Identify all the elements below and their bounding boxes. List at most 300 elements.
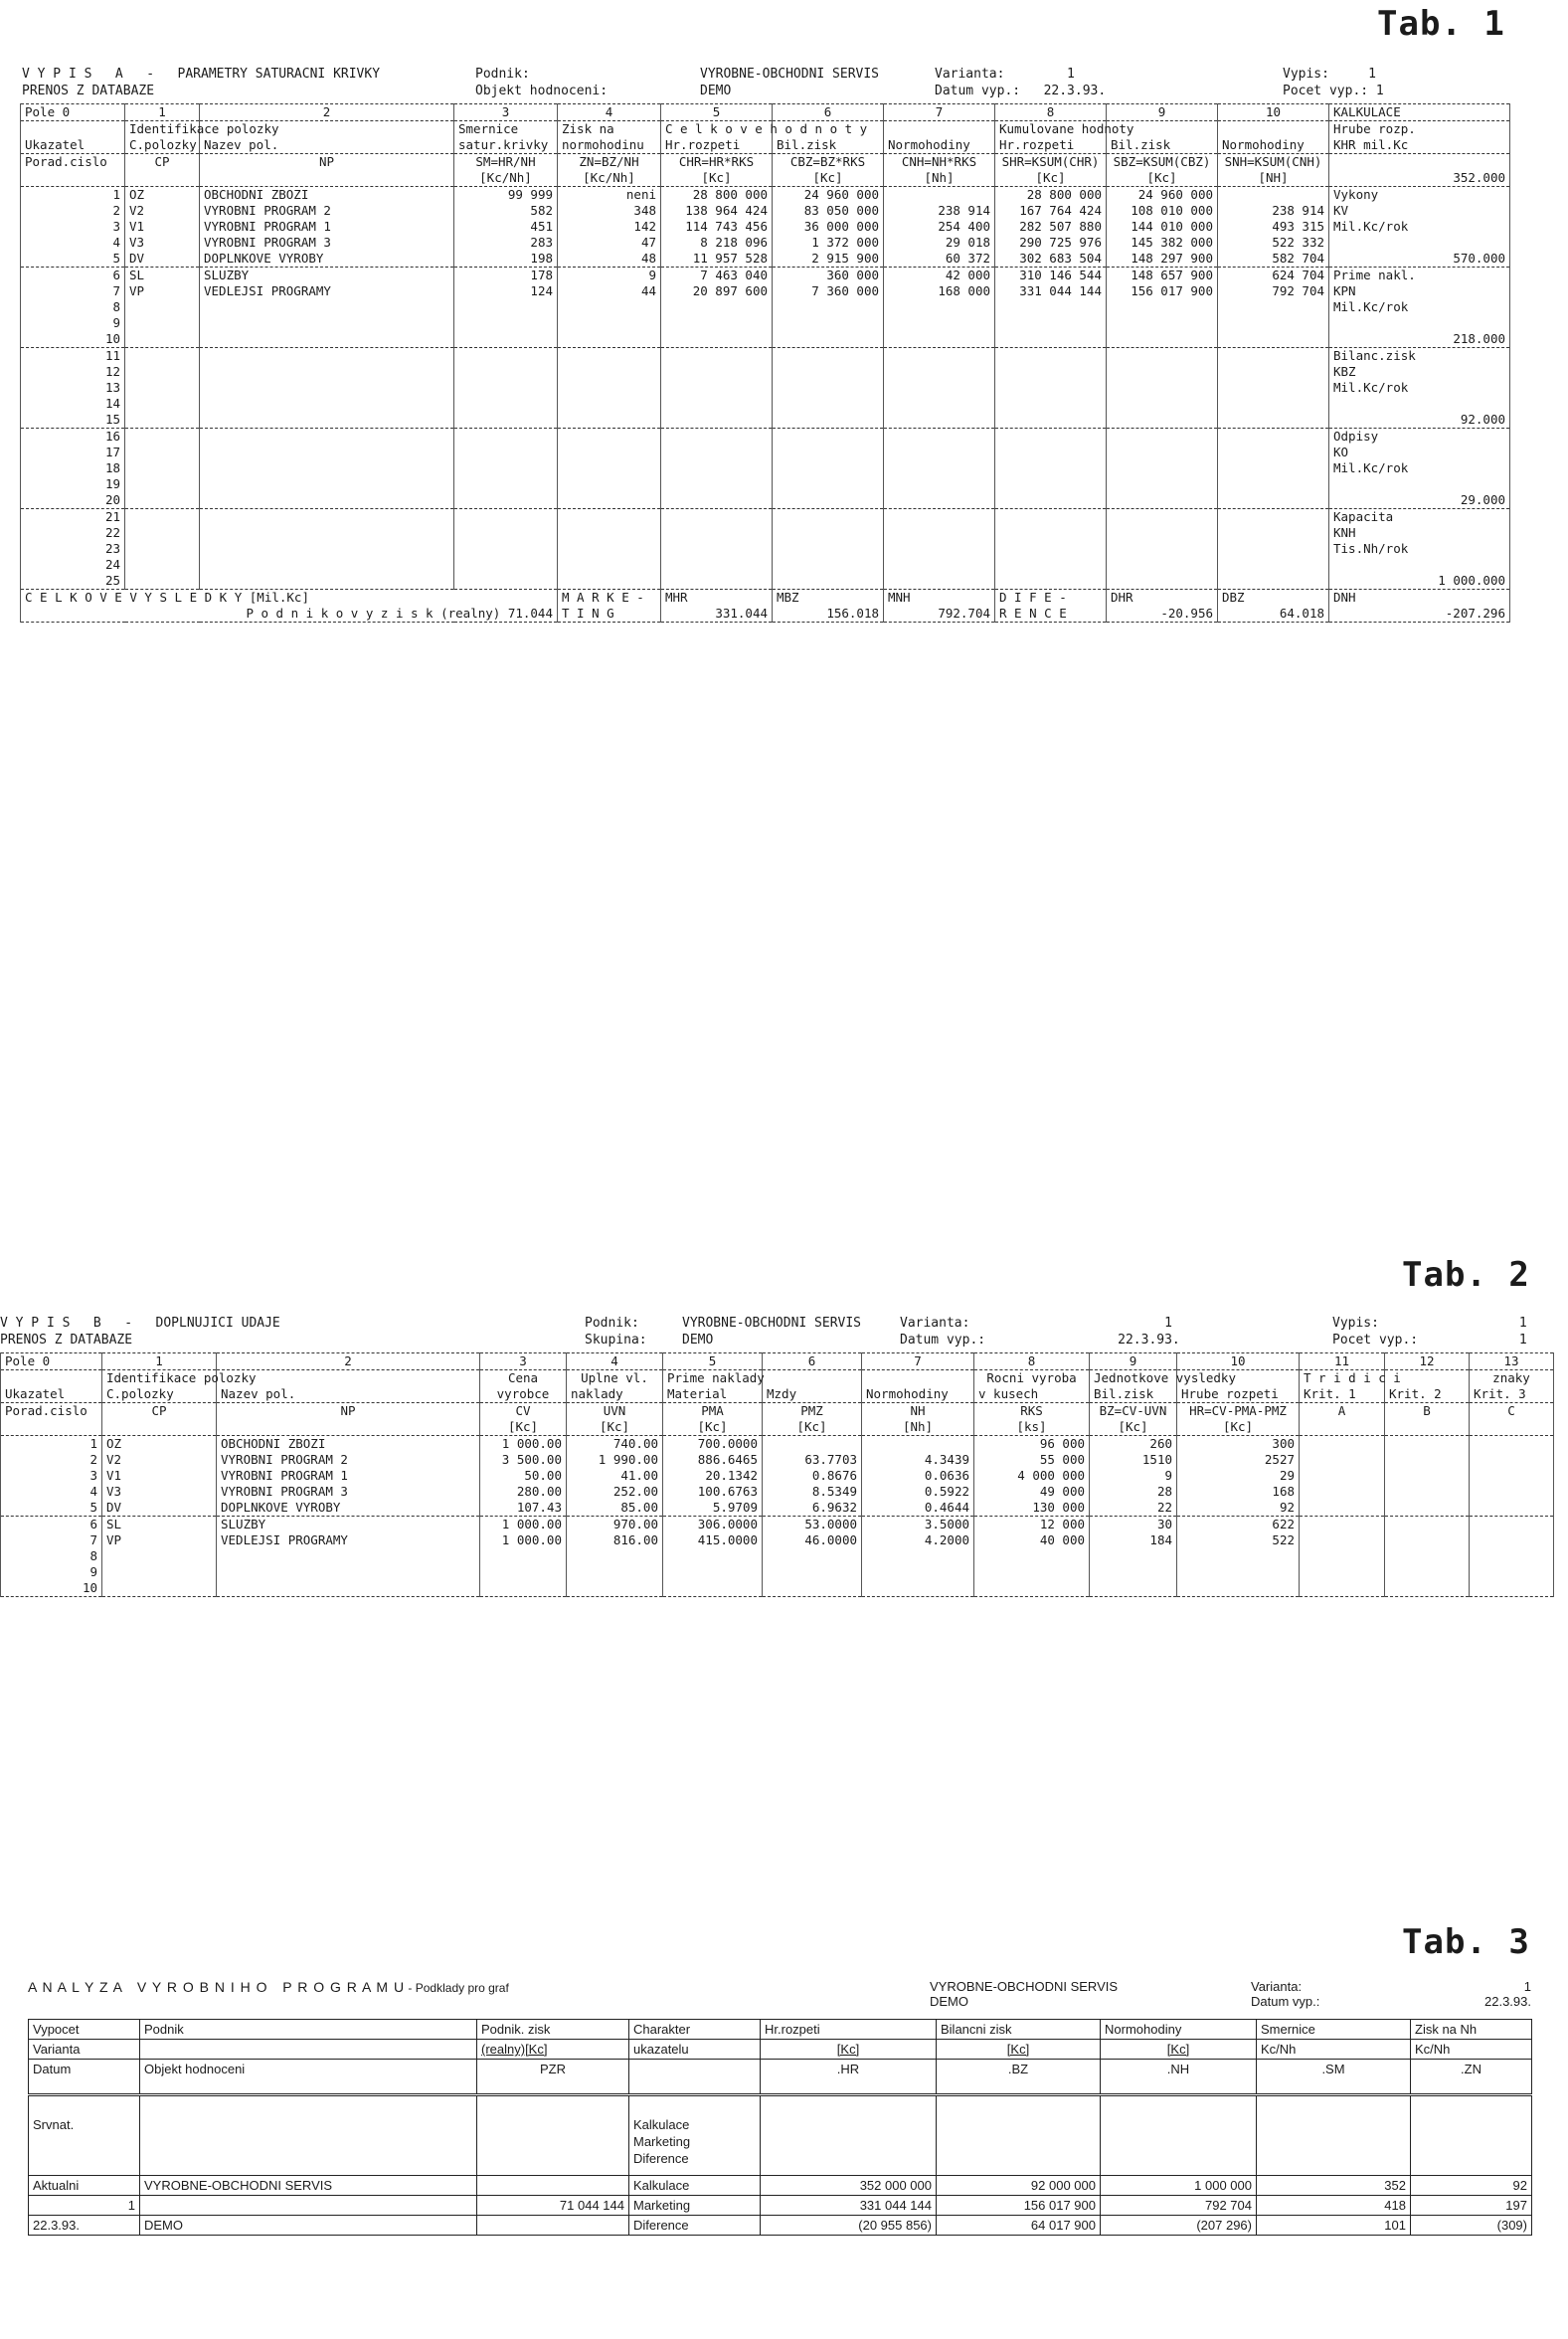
tab1-data-cell: Bilanc.zisk	[1329, 348, 1510, 365]
tab2-data-cell: 184	[1090, 1532, 1177, 1548]
tab2-head1-cell: Prime naklady	[663, 1370, 763, 1387]
tab1-data-row	[21, 541, 1510, 557]
tab2-data-cell	[974, 1580, 1090, 1597]
tab1-foot-cell: -207.296	[1329, 606, 1510, 623]
tab1-data-cell	[558, 315, 661, 331]
tab1-data-cell	[1218, 573, 1329, 590]
tab1-data-cell	[661, 476, 773, 492]
tab2-head1-cell: Identifikace polozky	[102, 1370, 217, 1387]
tab1-data-cell: 18	[21, 460, 125, 476]
tab3-h1-7: Smernice	[1257, 2020, 1411, 2040]
tab1-head3-cell: CNH=NH*RKS	[884, 154, 995, 171]
tab1-data-cell	[884, 492, 995, 509]
tab2-data-cell: 1 000.00	[480, 1436, 567, 1453]
tab1-data-row	[21, 476, 1510, 492]
tab1-head1-cell: Identifikace polozky	[125, 121, 200, 138]
tab1-head-left: V Y P I S A - PARAMETRY SATURACNI KRIVKY PRENOS Z DATABAZE	[22, 67, 381, 98]
tab1-data-cell	[773, 492, 884, 509]
tab1-data-cell	[125, 445, 200, 460]
tab1-foot-cell: C E L K O V E V Y S L E D K Y [Mil.Kc]	[21, 590, 558, 607]
tab1-data-cell	[454, 541, 558, 557]
tab3-r1-5: 92 000 000	[937, 2176, 1101, 2196]
tab1-data-cell	[125, 509, 200, 526]
tab1-data-cell	[125, 412, 200, 429]
tab2-head3-row	[1, 1403, 1554, 1420]
tab1-data-cell	[995, 509, 1107, 526]
tab2-colnum-cell: 12	[1385, 1353, 1470, 1370]
tab3-h2-4: [Kc]	[761, 2040, 937, 2060]
tab1-data-row	[21, 268, 1510, 284]
tab1-data-cell: 23	[21, 541, 125, 557]
tab2-colnum-cell: 6	[763, 1353, 862, 1370]
tab1-foot-cell: M A R K E -	[558, 590, 661, 607]
tab1-data-cell	[661, 525, 773, 541]
tab1-head2-cell: Bil.zisk	[1107, 137, 1218, 154]
tab2-data-cell	[102, 1580, 217, 1597]
tab1-data-cell	[1107, 364, 1218, 380]
tab2-head3-cell: NH	[862, 1403, 974, 1420]
tab1-data-cell	[995, 315, 1107, 331]
tab3-h3-7: .SM	[1257, 2060, 1411, 2095]
tab2-data-cell: 50.00	[480, 1468, 567, 1484]
tab1-data-cell: Kapacita	[1329, 509, 1510, 526]
tab1-data-cell: 522 332	[1218, 235, 1329, 251]
tab1-head3-cell: CHR=HR*RKS	[661, 154, 773, 171]
tab2-data-cell	[974, 1548, 1090, 1564]
tab1-data-cell: 283	[454, 235, 558, 251]
tab1-data-cell	[200, 460, 454, 476]
tab1-data-cell: 144 010 000	[1107, 219, 1218, 235]
tab1-data-cell	[884, 380, 995, 396]
tab1-data-cell: 10	[21, 331, 125, 348]
tab2-data-cell: 1 990.00	[567, 1452, 663, 1468]
tab1-data-cell: KNH	[1329, 525, 1510, 541]
tab2-head3-cell: PMZ	[763, 1403, 862, 1420]
tab2-head1-cell	[763, 1370, 862, 1387]
tab3-head-row-1	[29, 2020, 1532, 2040]
tab2-data-cell	[480, 1564, 567, 1580]
tab2-head4-cell: [ks]	[974, 1419, 1090, 1436]
tab1-data-cell	[661, 492, 773, 509]
tab1-data-cell: 1	[21, 187, 125, 204]
tab2-data-cell: 1 000.00	[480, 1517, 567, 1533]
tab1-data-cell	[454, 364, 558, 380]
tab2-head3-cell: A	[1300, 1403, 1385, 1420]
tab2-head2-cell: Bil.zisk	[1090, 1386, 1177, 1403]
tab1-data-cell	[558, 348, 661, 365]
tab2-data-cell: 4 000 000	[974, 1468, 1090, 1484]
tab2-data-row	[1, 1468, 1554, 1484]
tab1-data-cell: 92.000	[1329, 412, 1510, 429]
tab3-srov-0: Srvnat.	[29, 2095, 140, 2176]
tab1-data-cell	[1218, 476, 1329, 492]
tab1-data-cell: 28 800 000	[995, 187, 1107, 204]
tab1-head4-cell: [Nh]	[884, 170, 995, 187]
tab2-data-cell: VYROBNI PROGRAM 2	[217, 1452, 480, 1468]
tab1-data-cell: V2	[125, 203, 200, 219]
tab2-head3-cell: CV	[480, 1403, 567, 1420]
tab1-data-cell	[200, 348, 454, 365]
tab2-data-cell: 168	[1177, 1484, 1300, 1500]
tab2-head4-cell: [Kc]	[663, 1419, 763, 1436]
tab1-data-cell	[558, 460, 661, 476]
tab1-data-cell	[1218, 396, 1329, 412]
tab3-h3-3	[629, 2060, 761, 2095]
tab1-head2-cell: KHR mil.Kc	[1329, 137, 1510, 154]
tab2-data-cell	[1470, 1500, 1554, 1517]
tab1-table	[20, 103, 1510, 623]
tab1-data-cell: 7	[21, 283, 125, 299]
tab1-data-cell	[200, 445, 454, 460]
tab3-h3-4: .HR	[761, 2060, 937, 2095]
tab2-data-cell: V2	[102, 1452, 217, 1468]
tab1-data-cell: VYROBNI PROGRAM 2	[200, 203, 454, 219]
tab1-head3-cell: ZN=BZ/NH	[558, 154, 661, 171]
tab1-data-cell: 218.000	[1329, 331, 1510, 348]
tab2-data-cell: 700.0000	[663, 1436, 763, 1453]
tab1-data-cell: Mil.Kc/rok	[1329, 460, 1510, 476]
tab2-data-row	[1, 1564, 1554, 1580]
tab1-data-cell	[558, 476, 661, 492]
tab2-data-cell: 7	[1, 1532, 102, 1548]
tab1-head2-cell: Hr.rozpeti	[661, 137, 773, 154]
tab2-head3-cell: C	[1470, 1403, 1554, 1420]
tab3-r1-3: Kalkulace	[629, 2176, 761, 2196]
tab3-h2-7: Kc/Nh	[1257, 2040, 1411, 2060]
tab2-data-cell	[763, 1548, 862, 1564]
tab2-data-cell: OBCHODNI ZBOZI	[217, 1436, 480, 1453]
tab1-data-cell	[125, 476, 200, 492]
tab2-data-cell	[862, 1564, 974, 1580]
tab2-head2-cell: Nazev pol.	[217, 1386, 480, 1403]
tab1-data-cell: 47	[558, 235, 661, 251]
tab1-data-cell	[200, 525, 454, 541]
tab1-colnum-cell: 5	[661, 104, 773, 121]
tab1-head1-row	[21, 121, 1510, 138]
tab1-head3-cell: SBZ=KSUM(CBZ)	[1107, 154, 1218, 171]
tab1-foot-cell: T I N G	[558, 606, 661, 623]
tab3-srov-4	[761, 2095, 937, 2176]
tab1-data-cell: 493 315	[1218, 219, 1329, 235]
tab1-colnum-cell: 8	[995, 104, 1107, 121]
tab2-head3-cell: B	[1385, 1403, 1470, 1420]
tab1-data-cell	[995, 557, 1107, 573]
tab1-data-cell	[995, 460, 1107, 476]
tab3-h1-8: Zisk na Nh	[1411, 2020, 1532, 2040]
tab1-data-cell	[558, 573, 661, 590]
tab2-colnum-cell: 10	[1177, 1353, 1300, 1370]
tab3-r1-6: 1 000 000	[1101, 2176, 1257, 2196]
tab1-data-cell: V1	[125, 219, 200, 235]
tab1-data-cell	[884, 187, 995, 204]
tab1-data-cell	[661, 573, 773, 590]
tab2-data-cell: 252.00	[567, 1484, 663, 1500]
tab1-head3-cell	[1329, 154, 1510, 171]
tab1-data-cell: KV	[1329, 203, 1510, 219]
tab2-data-row	[1, 1436, 1554, 1453]
tab2-data-cell	[1385, 1548, 1470, 1564]
tab2-data-cell	[763, 1564, 862, 1580]
tab2-head4-cell	[217, 1419, 480, 1436]
tab3-h2-2: (realny)[Kc]	[477, 2040, 629, 2060]
tab1-data-cell: 24 960 000	[1107, 187, 1218, 204]
tab3-h2-8: Kc/Nh	[1411, 2040, 1532, 2060]
tab2-data-cell	[1300, 1452, 1385, 1468]
tab2-head2-cell: C.polozky	[102, 1386, 217, 1403]
tab1-data-cell	[200, 476, 454, 492]
tab1-head2-cell: satur.krivky	[454, 137, 558, 154]
tab2-data-cell: 740.00	[567, 1436, 663, 1453]
tab1-head1-cell	[884, 121, 995, 138]
tab1-data-cell: 42 000	[884, 268, 995, 284]
tab1-data-cell: KPN	[1329, 283, 1510, 299]
tab2-head3-cell: RKS	[974, 1403, 1090, 1420]
tab2-data-cell: 0.0636	[862, 1468, 974, 1484]
tab3-srov-2	[477, 2095, 629, 2176]
tab2-data-cell: VYROBNI PROGRAM 1	[217, 1468, 480, 1484]
tab3-r3-2	[477, 2216, 629, 2236]
tab2-data-cell: 92	[1177, 1500, 1300, 1517]
tab2-data-cell	[663, 1564, 763, 1580]
tab1-data-cell	[125, 331, 200, 348]
tab1-data-cell: 4	[21, 235, 125, 251]
tab1-data-cell	[558, 541, 661, 557]
tab1-data-cell: DOPLNKOVE VYROBY	[200, 251, 454, 268]
tab1-data-cell: 20 897 600	[661, 283, 773, 299]
tab1-head4-cell: [Kc]	[661, 170, 773, 187]
tab1-data-cell: 19	[21, 476, 125, 492]
tab1-head3-cell: SHR=KSUM(CHR)	[995, 154, 1107, 171]
tab2-head4-cell: [Kc]	[480, 1419, 567, 1436]
tab3-head-title: A N A L Y Z A V Y R O B N I H O P R O G R A M U	[28, 1979, 406, 1995]
tab3-r1-2	[477, 2176, 629, 2196]
tab1-data-cell: 29 018	[884, 235, 995, 251]
tab1-data-cell: VYROBNI PROGRAM 3	[200, 235, 454, 251]
tab3-r3-7: 101	[1257, 2216, 1411, 2236]
tab2-data-cell	[1300, 1468, 1385, 1484]
tab2-head4-cell: [Kc]	[1177, 1419, 1300, 1436]
tab2-data-cell	[862, 1580, 974, 1597]
tab1-data-cell	[1107, 412, 1218, 429]
tab2-data-cell	[102, 1564, 217, 1580]
tab1-data-row	[21, 573, 1510, 590]
tab1-head3-cell: CP	[125, 154, 200, 171]
tab1-data-cell	[773, 445, 884, 460]
tab1-data-cell	[1107, 331, 1218, 348]
tab1-data-cell	[1218, 429, 1329, 446]
tab1-data-cell	[558, 299, 661, 315]
tab1-data-cell	[995, 573, 1107, 590]
tab3-r3-5: 64 017 900	[937, 2216, 1101, 2236]
tab1-data-cell	[884, 331, 995, 348]
tab3-h1-1: Podnik	[140, 2020, 477, 2040]
tab1-data-cell: 167 764 424	[995, 203, 1107, 219]
tab2-data-cell	[1090, 1580, 1177, 1597]
tab2-head4-cell: [Kc]	[763, 1419, 862, 1436]
tab1-data-cell: Mil.Kc/rok	[1329, 380, 1510, 396]
tab1-data-cell	[884, 557, 995, 573]
tab2-data-cell: 0.5922	[862, 1484, 974, 1500]
tab1-data-cell: 624 704	[1218, 268, 1329, 284]
tab1-data-cell: 254 400	[884, 219, 995, 235]
tab2-data-cell	[1470, 1468, 1554, 1484]
tab1-data-cell	[884, 412, 995, 429]
tab2-colnum-cell: 3	[480, 1353, 567, 1370]
tab2-data-row	[1, 1500, 1554, 1517]
tab1-data-cell: 12	[21, 364, 125, 380]
tab1-data-cell	[884, 573, 995, 590]
tab3-r2-8: 197	[1411, 2196, 1532, 2216]
tab2-data-cell	[1385, 1517, 1470, 1533]
tab1-head2-cell: Ukazatel	[21, 137, 125, 154]
tab2-title: Tab. 2	[1402, 1255, 1530, 1295]
tab3-srov-1	[140, 2095, 477, 2176]
tab1-head-right: Vypis: 1 Pocet vyp.: 1	[1283, 67, 1384, 98]
tab3-r1-1: VYROBNE-OBCHODNI SERVIS	[140, 2176, 477, 2196]
tab2-head1-row	[1, 1370, 1554, 1387]
tab1-data-cell	[1218, 509, 1329, 526]
tab1-data-cell	[454, 429, 558, 446]
tab1-data-row	[21, 557, 1510, 573]
tab2-table	[0, 1352, 1554, 1597]
tab1-data-cell	[200, 573, 454, 590]
tab3-r2-2: 71 044 144	[477, 2196, 629, 2216]
tab1-data-cell: 792 704	[1218, 283, 1329, 299]
tab3-r2-5: 156 017 900	[937, 2196, 1101, 2216]
tab2-data-cell	[1385, 1500, 1470, 1517]
tab3-r3-0: 22.3.93.	[29, 2216, 140, 2236]
tab2-head3-cell: HR=CV-PMA-PMZ	[1177, 1403, 1300, 1420]
tab1-data-row	[21, 251, 1510, 268]
tab2-head2-row	[1, 1386, 1554, 1403]
tab1-data-cell: 7 360 000	[773, 283, 884, 299]
tab1-data-cell	[200, 315, 454, 331]
tab2-data-cell	[1300, 1564, 1385, 1580]
tab2-head4-cell	[1385, 1419, 1470, 1436]
tab1-data-cell: 582 704	[1218, 251, 1329, 268]
tab2-data-row	[1, 1484, 1554, 1500]
tab3-r3-6: (207 296)	[1101, 2216, 1257, 2236]
tab1-data-cell: 44	[558, 283, 661, 299]
tab1-data-cell	[773, 509, 884, 526]
tab2-head3-cell: BZ=CV-UVN	[1090, 1403, 1177, 1420]
tab1-data-cell	[1218, 412, 1329, 429]
tab2-head3-cell: NP	[217, 1403, 480, 1420]
tab1-data-cell	[661, 541, 773, 557]
tab1-colnum-cell: 4	[558, 104, 661, 121]
tab3-r2-3: Marketing	[629, 2196, 761, 2216]
tab1-data-cell	[558, 557, 661, 573]
tab2-data-cell	[1470, 1548, 1554, 1564]
tab1-data-cell	[1218, 380, 1329, 396]
tab2-head1-cell: Jednotkove vysledky	[1090, 1370, 1177, 1387]
tab1-data-cell	[200, 380, 454, 396]
tab2-data-cell: 0.4644	[862, 1500, 974, 1517]
tab1-data-cell	[125, 492, 200, 509]
tab1-data-cell	[773, 476, 884, 492]
tab2-colnum-cell: 5	[663, 1353, 763, 1370]
tab1-data-cell: 28 800 000	[661, 187, 773, 204]
tab2-data-cell: 10	[1, 1580, 102, 1597]
tab1-data-cell	[1107, 557, 1218, 573]
tab2-data-cell: 12 000	[974, 1517, 1090, 1533]
tab2-data-cell: 20.1342	[663, 1468, 763, 1484]
tab2-head2-cell: Krit. 2	[1385, 1386, 1470, 1403]
tab3-r1-7: 352	[1257, 2176, 1411, 2196]
tab2-data-cell: 85.00	[567, 1500, 663, 1517]
tab2-data-cell	[567, 1564, 663, 1580]
tab1-data-cell	[884, 429, 995, 446]
tab1-foot-cell: 156.018	[773, 606, 884, 623]
tab2-data-row	[1, 1548, 1554, 1564]
tab1-data-cell	[454, 476, 558, 492]
tab3-r3-1: DEMO	[140, 2216, 477, 2236]
tab1-data-cell	[661, 509, 773, 526]
tab2-data-cell: V3	[102, 1484, 217, 1500]
tab1-data-cell	[661, 460, 773, 476]
tab1-data-cell	[773, 541, 884, 557]
tab1-data-cell: 302 683 504	[995, 251, 1107, 268]
tab1-data-cell	[995, 348, 1107, 365]
tab2-data-cell	[1385, 1452, 1470, 1468]
tab1-data-cell	[1329, 235, 1510, 251]
tab2-data-cell: 55 000	[974, 1452, 1090, 1468]
tab1-data-cell	[773, 412, 884, 429]
tab1-data-cell	[773, 460, 884, 476]
tab1-head4-cell	[200, 170, 454, 187]
tab2-head2-cell: Normohodiny	[862, 1386, 974, 1403]
tab2-data-row	[1, 1532, 1554, 1548]
tab2-data-cell: 1	[1, 1436, 102, 1453]
tab1-data-cell: 1 372 000	[773, 235, 884, 251]
tab2-data-cell	[567, 1580, 663, 1597]
tab1-data-cell	[1329, 476, 1510, 492]
tab1-colnum-cell: 10	[1218, 104, 1329, 121]
tab2-head2-cell: Ukazatel	[1, 1386, 102, 1403]
tab1-data-cell	[884, 476, 995, 492]
tab2-head1-cell	[862, 1370, 974, 1387]
tab1-data-cell	[200, 429, 454, 446]
tab1-data-row	[21, 525, 1510, 541]
tab1-data-cell	[884, 541, 995, 557]
tab1-data-cell	[454, 492, 558, 509]
tab1-data-cell	[1107, 492, 1218, 509]
tab2-head4-cell: [Nh]	[862, 1419, 974, 1436]
tab1-data-cell: 360 000	[773, 268, 884, 284]
tab3-h1-0: Vypocet	[29, 2020, 140, 2040]
tab1-data-cell	[1218, 541, 1329, 557]
tab2-head2-cell: v kusech	[974, 1386, 1090, 1403]
tab1-data-cell	[884, 315, 995, 331]
tab1-head3-cell: SM=HR/NH	[454, 154, 558, 171]
tab2-data-cell: 1510	[1090, 1452, 1177, 1468]
tab2-data-cell: 9	[1, 1564, 102, 1580]
tab2-data-cell	[1385, 1484, 1470, 1500]
tab1-foot-cell: -20.956	[1107, 606, 1218, 623]
tab2-head4-cell: [Kc]	[567, 1419, 663, 1436]
tab1-title: Tab. 1	[1377, 4, 1505, 44]
tab2-data-cell: 40 000	[974, 1532, 1090, 1548]
tab1-data-cell	[454, 509, 558, 526]
tab1-data-cell: 6	[21, 268, 125, 284]
tab1-head2-cell: Bil.zisk	[773, 137, 884, 154]
tab3-h1-3: Charakter	[629, 2020, 761, 2040]
tab1-head4-cell: [NH]	[1218, 170, 1329, 187]
tab1-data-cell	[454, 348, 558, 365]
tab3-r1-4: 352 000 000	[761, 2176, 937, 2196]
tab1-head3-cell: NP	[200, 154, 454, 171]
tab1-data-cell: 16	[21, 429, 125, 446]
